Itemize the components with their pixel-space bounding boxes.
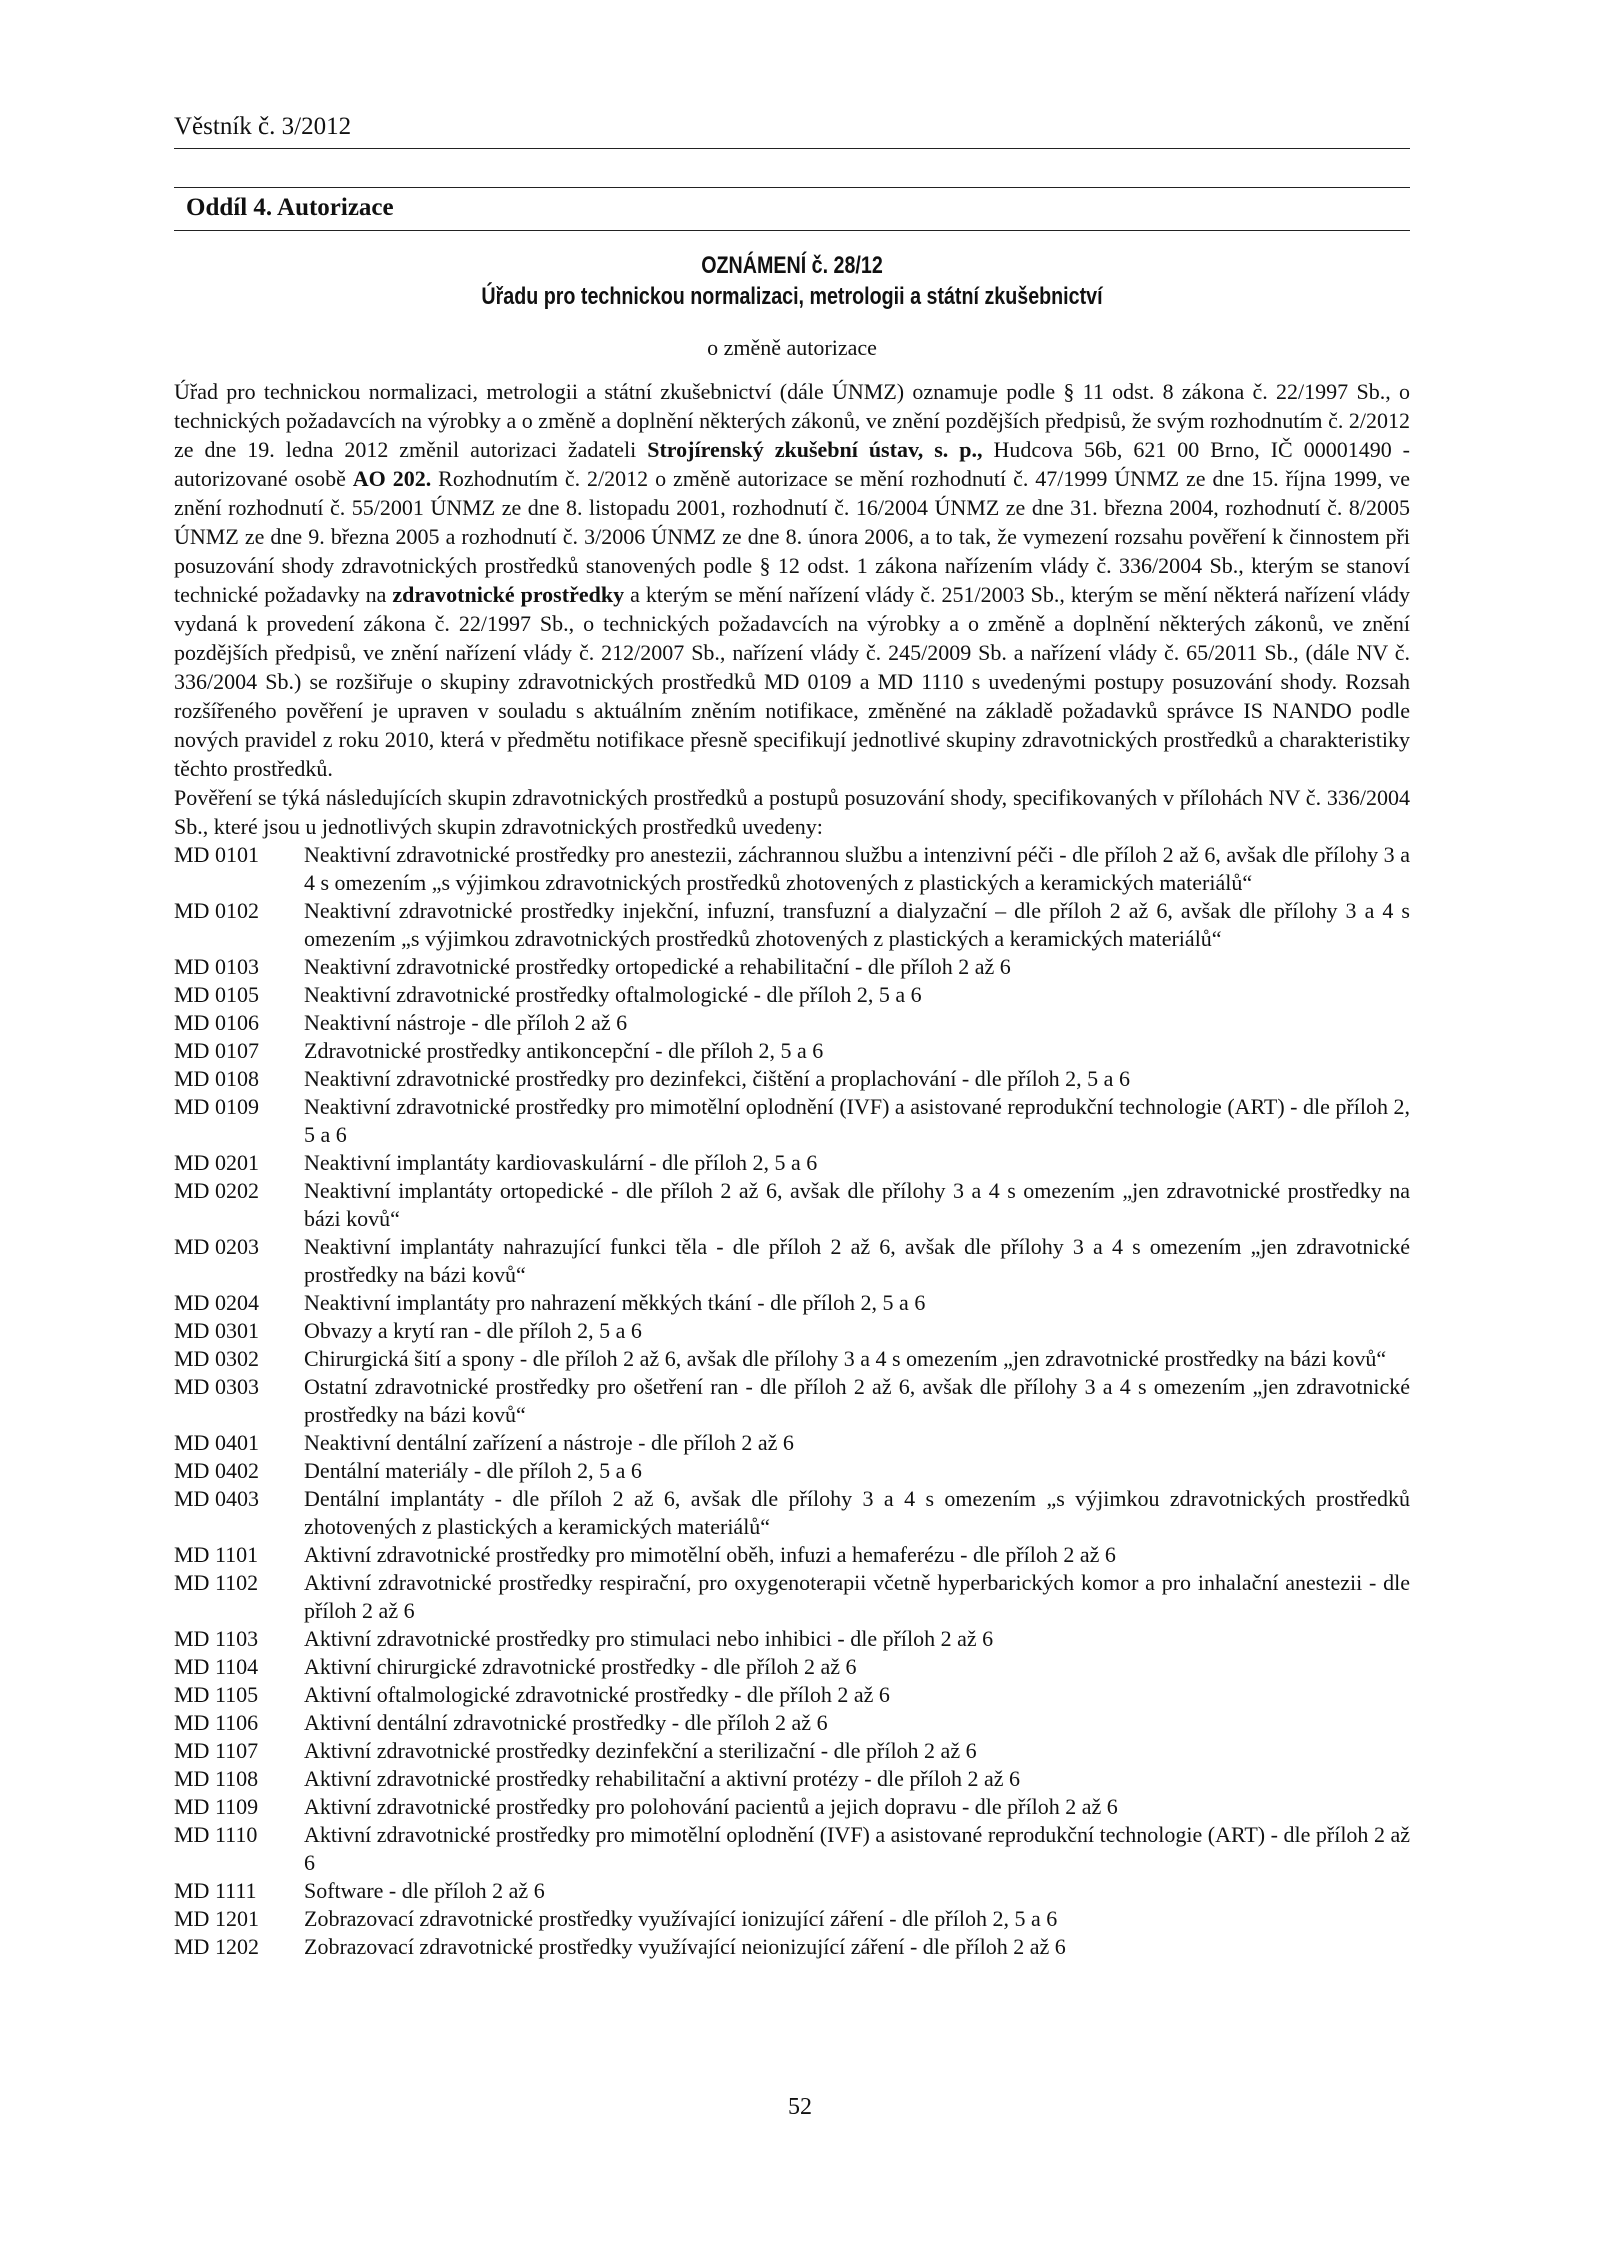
notice-subject: o změně autorizace	[707, 335, 877, 360]
applicant-name: Strojírenský zkušební ústav, s. p.,	[647, 437, 983, 462]
device-group-code: MD 1110	[174, 1822, 258, 1847]
list-item	[174, 841, 1410, 897]
device-group-description: Neaktivní implantáty ortopedické - dle příloh 2 až 6, avšak dle přílohy 3 a 4 s omezením „jen zdravotnické prostředky na bázi kovů“	[304, 1178, 1410, 1231]
device-group-code: MD 1105	[174, 1682, 259, 1707]
device-group-code: MD 0108	[174, 1066, 259, 1091]
device-group-code: MD 1106	[174, 1710, 259, 1735]
device-group-code: MD 1109	[174, 1794, 259, 1819]
list-item	[174, 1317, 1410, 1345]
list-item	[174, 953, 1410, 981]
device-group-description: Neaktivní zdravotnické prostředky pro dezinfekci, čištění a proplachování - dle příloh 2, 5 a 6	[304, 1066, 1130, 1091]
device-group-description: Aktivní dentální zdravotnické prostředky - dle příloh 2 až 6	[304, 1710, 828, 1735]
list-item	[174, 1345, 1410, 1373]
device-group-description: Aktivní zdravotnické prostředky dezinfekční a sterilizační - dle příloh 2 až 6	[304, 1738, 977, 1763]
list-item	[174, 1485, 1410, 1541]
list-item	[174, 1233, 1410, 1289]
list-item	[174, 1709, 1410, 1737]
list-item	[174, 1429, 1410, 1457]
device-group-description: Aktivní zdravotnické prostředky pro polohování pacientů a jejich dopravu - dle příloh 2 až 6	[304, 1794, 1118, 1819]
list-item	[174, 1905, 1410, 1933]
device-group-code: MD 0107	[174, 1038, 259, 1063]
device-group-code: MD 1201	[174, 1906, 259, 1931]
device-group-description: Aktivní oftalmologické zdravotnické prostředky - dle příloh 2 až 6	[304, 1682, 890, 1707]
list-item	[174, 1625, 1410, 1653]
device-group-description: Ostatní zdravotnické prostředky pro ošetření ran - dle příloh 2 až 6, avšak dle přílohy 3 a 4 s omezením „jen zdravotnické prostředky na bázi kovů“	[304, 1374, 1410, 1427]
device-group-description: Aktivní chirurgické zdravotnické prostředky - dle příloh 2 až 6	[304, 1654, 857, 1679]
notice-body-paragraph	[174, 377, 1410, 783]
product-category: zdravotnické prostředky	[392, 582, 625, 607]
device-group-description: Chirurgická šití a spony - dle příloh 2 až 6, avšak dle přílohy 3 a 4 s omezením „jen zdravotnické prostředky na bázi kovů“	[304, 1346, 1387, 1371]
list-item	[174, 1933, 1410, 1961]
device-group-description: Aktivní zdravotnické prostředky pro stimulaci nebo inhibici - dle příloh 2 až 6	[304, 1626, 994, 1651]
device-group-code: MD 0303	[174, 1374, 259, 1399]
list-item	[174, 1009, 1410, 1037]
device-group-code: MD 0202	[174, 1178, 259, 1203]
device-group-description: Neaktivní implantáty pro nahrazení měkkých tkání - dle příloh 2, 5 a 6	[304, 1290, 926, 1315]
list-item	[174, 1793, 1410, 1821]
list-item	[174, 1569, 1410, 1625]
device-group-code: MD 1202	[174, 1934, 259, 1959]
device-group-code: MD 0401	[174, 1430, 259, 1455]
device-group-code: MD 0402	[174, 1458, 259, 1483]
document-page	[174, 108, 1410, 1961]
device-group-code: MD 0106	[174, 1010, 259, 1035]
device-group-description: Neaktivní dentální zařízení a nástroje - dle příloh 2 až 6	[304, 1430, 794, 1455]
device-group-code: MD 1103	[174, 1626, 259, 1651]
notice-title: OZNÁMENÍ č. 28/12	[701, 252, 883, 279]
list-item	[174, 1541, 1410, 1569]
device-group-code: MD 0101	[174, 842, 259, 867]
device-group-code: MD 0102	[174, 898, 259, 923]
device-group-code: MD 0302	[174, 1346, 259, 1371]
device-group-description: Software - dle příloh 2 až 6	[304, 1878, 545, 1903]
device-group-description: Dentální implantáty - dle příloh 2 až 6, avšak dle přílohy 3 a 4 s omezením „s výjimkou zdravotnických prostředků zhotovených z plastických a keramických materiálů“	[304, 1486, 1410, 1539]
device-group-code: MD 1111	[174, 1878, 257, 1903]
scope-intro-paragraph: Pověření se týká následujících skupin zdravotnických prostředků a postupů posuzování shody, specifikovaných v přílohách NV č. 336/2004 Sb., které jsou u jednotlivých skupin zdravotnických prostředků uvedeny:	[174, 785, 1410, 839]
list-item	[174, 1737, 1410, 1765]
device-group-description: Neaktivní zdravotnické prostředky injekční, infuzní, transfuzní a dialyzační – dle příloh 2 až 6, avšak dle přílohy 3 a 4 s omezením „s výjimkou zdravotnických prostředků zhotovených z plastických a keramických materiálů“	[304, 898, 1410, 951]
device-group-description: Aktivní zdravotnické prostředky pro mimotělní oplodnění (IVF) a asistované reprodukční technologie (ART) - dle příloh 2 až 6	[304, 1822, 1410, 1875]
device-group-code: MD 0301	[174, 1318, 259, 1343]
notice-heading	[174, 251, 1410, 363]
device-group-description: Neaktivní zdravotnické prostředky pro anestezii, záchrannou službu a intenzivní péči - dle příloh 2 až 6, avšak dle přílohy 3 a 4 s omezením „s výjimkou zdravotnických prostředků zhotovených z plastických a keramických materiálů“	[304, 842, 1410, 895]
device-group-code: MD 1102	[174, 1570, 259, 1595]
device-group-code: MD 1104	[174, 1654, 259, 1679]
list-item	[174, 1065, 1410, 1093]
device-group-code: MD 0109	[174, 1094, 259, 1119]
device-group-code: MD 1108	[174, 1766, 259, 1791]
list-item	[174, 1653, 1410, 1681]
device-group-code: MD 0203	[174, 1234, 259, 1259]
header-rule	[174, 148, 1410, 149]
device-group-description: Neaktivní zdravotnické prostředky ortopedické a rehabilitační - dle příloh 2 až 6	[304, 954, 1011, 979]
list-item	[174, 1177, 1410, 1233]
device-group-code: MD 0201	[174, 1150, 259, 1175]
list-item	[174, 1877, 1410, 1905]
authorized-body-number: AO 202.	[352, 466, 432, 491]
list-item	[174, 1093, 1410, 1149]
list-item	[174, 1681, 1410, 1709]
device-group-description: Aktivní zdravotnické prostředky rehabilitační a aktivní protézy - dle příloh 2 až 6	[304, 1766, 1020, 1791]
device-group-description: Aktivní zdravotnické prostředky pro mimotělní oběh, infuzi a hemaferézu - dle příloh 2 až 6	[304, 1542, 1116, 1567]
device-group-code: MD 1107	[174, 1738, 259, 1763]
device-group-description: Obvazy a krytí ran - dle příloh 2, 5 a 6	[304, 1318, 642, 1343]
notice-issuer: Úřadu pro technickou normalizaci, metrologii a státní zkušebnictví	[481, 283, 1103, 310]
list-item	[174, 1037, 1410, 1065]
device-group-description: Zobrazovací zdravotnické prostředky využívající neionizující záření - dle příloh 2 až 6	[304, 1934, 1066, 1959]
journal-header: Věstník č. 3/2012	[174, 113, 352, 140]
device-group-description: Neaktivní zdravotnické prostředky pro mimotělní oplodnění (IVF) a asistované reprodukční technologie (ART) - dle příloh 2, 5 a 6	[304, 1094, 1410, 1147]
device-group-code: MD 0403	[174, 1486, 259, 1511]
list-item	[174, 897, 1410, 953]
device-group-description: Neaktivní nástroje - dle příloh 2 až 6	[304, 1010, 628, 1035]
body-text-segment: Hudcova 56b, 621 00 Brno, IČ 00001490 - autorizované osobě	[174, 437, 1411, 491]
list-item	[174, 1373, 1410, 1429]
section-title: Oddíl 4. Autorizace	[186, 194, 394, 221]
device-group-code: MD 0105	[174, 982, 259, 1007]
device-group-description: Neaktivní implantáty nahrazující funkci těla - dle příloh 2 až 6, avšak dle přílohy 3 a 4 s omezením „jen zdravotnické prostředky na bázi kovů“	[304, 1234, 1410, 1287]
device-group-description: Aktivní zdravotnické prostředky respirační, pro oxygenoterapii včetně hyperbarických komor a pro inhalační anestezii - dle příloh 2 až 6	[304, 1570, 1410, 1623]
device-group-description: Neaktivní implantáty kardiovaskulární - dle příloh 2, 5 a 6	[304, 1150, 818, 1175]
device-group-description: Zdravotnické prostředky antikoncepční - dle příloh 2, 5 a 6	[304, 1038, 824, 1063]
device-group-code: MD 1101	[174, 1542, 259, 1567]
device-group-description: Zobrazovací zdravotnické prostředky využívající ionizující záření - dle příloh 2, 5 a 6	[304, 1906, 1058, 1931]
list-item	[174, 1821, 1410, 1877]
page-number: 52	[788, 2094, 812, 2120]
body-text-segment: Úřad pro technickou normalizaci, metrologii a státní zkušebnictví (dále ÚNMZ) oznamuje podle § 11 odst. 8 zákona č. 22/1997 Sb., o technických požadavcích na výrobky a o změně a doplnění některých zákonů, ve znění pozdějších předpisů, že svým rozhodnutím č. 2/2012 ze dne 19. ledna 2012 změnil autorizaci žadateli	[174, 379, 1410, 462]
list-item	[174, 1289, 1410, 1317]
body-text-segment: a kterým se mění nařízení vlády č. 251/2003 Sb., kterým se mění některá nařízení vlády vydaná k provedení zákona č. 22/1997 Sb., o technických požadavcích na výrobky a o změně a doplnění některých zákonů, ve znění pozdějších předpisů, ve znění nařízení vlády č. 212/2007 Sb., nařízení vlády č. 245/2009 Sb. a nařízení vlády č. 65/2011 Sb., (dále NV č. 336/2004 Sb.) se rozšiřuje o skupiny zdravotnických prostředků MD 0109 a MD 1110 s uvedenými postupy posuzování shody. Rozsah rozšířeného pověření je upraven v souladu s aktuálním zněním notifikace, změněné na základě požadavků správce IS NANDO podle nových pravidel z roku 2010, která v předmětu notifikace přesně specifikují jednotlivé skupiny zdravotnických prostředků a charakteristiky těchto prostředků.	[174, 582, 1410, 781]
list-item	[174, 981, 1410, 1009]
device-group-code: MD 0204	[174, 1290, 259, 1315]
body-text-segment: Rozhodnutím č. 2/2012 o změně autorizace se mění rozhodnutí č. 47/1999 ÚNMZ ze dne 15. října 1999, ve znění rozhodnutí č. 55/2001 ÚNMZ ze dne 8. listopadu 2001, rozhodnutí č. 16/2004 ÚNMZ ze dne 31. března 2004, rozhodnutí č. 8/2005 ÚNMZ ze dne 9. března 2005 a rozhodnutí č. 3/2006 ÚNMZ ze dne 8. února 2006, a to tak, že vymezení rozsahu pověření k činnostem při posuzování shody zdravotnických prostředků stanovených podle § 12 odst. 1 zákona nařízením vlády č. 336/2004 Sb., kterým se stanoví technické požadavky na	[174, 466, 1411, 607]
section-rule-bottom	[174, 230, 1410, 231]
list-item	[174, 1765, 1410, 1793]
device-group-code: MD 0103	[174, 954, 259, 979]
list-item	[174, 1149, 1410, 1177]
device-group-list	[174, 841, 1410, 1961]
device-group-description: Neaktivní zdravotnické prostředky oftalmologické - dle příloh 2, 5 a 6	[304, 982, 922, 1007]
device-group-description: Dentální materiály - dle příloh 2, 5 a 6	[304, 1458, 642, 1483]
list-item	[174, 1457, 1410, 1485]
